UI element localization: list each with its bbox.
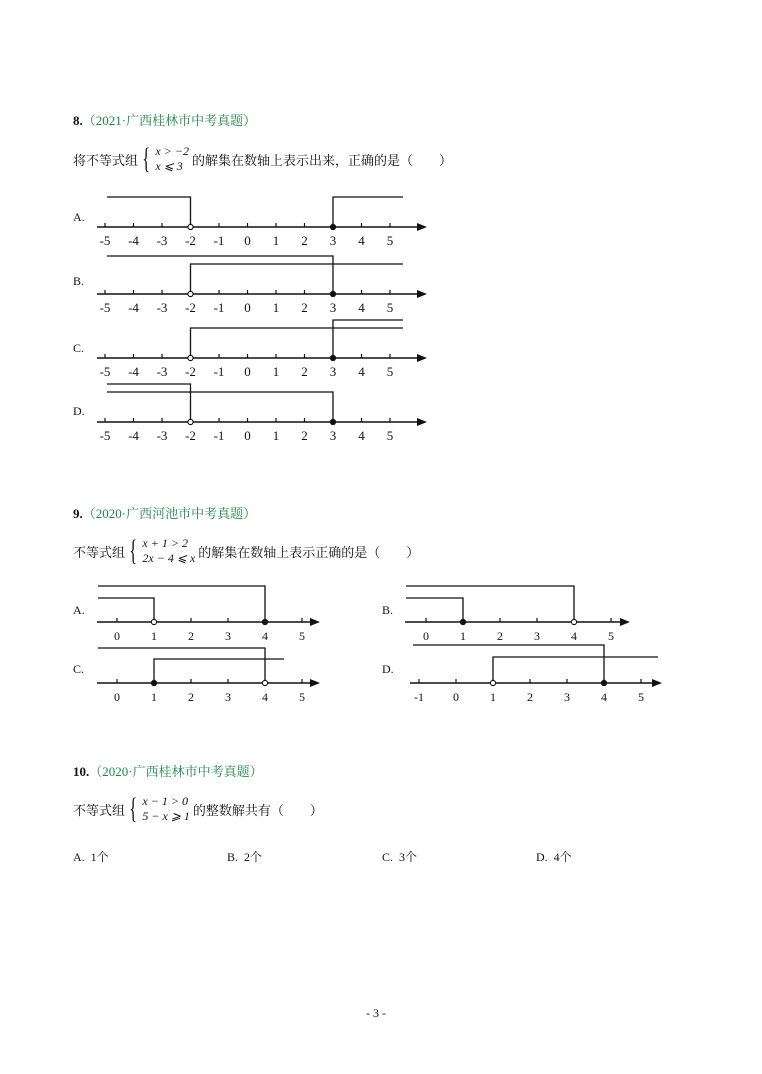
q8-option-c-label[interactable]: C.	[73, 341, 85, 355]
q9-option-d-axis-arrow	[652, 679, 662, 687]
q9-option-b-axis-arrow	[620, 618, 630, 626]
q9-option-c-tick-label: 5	[299, 690, 305, 704]
q9-option-b-tick-label: 2	[497, 629, 503, 643]
q8-number: 8.	[73, 113, 83, 128]
q9-option-c-tick-label: 0	[114, 690, 120, 704]
q9-option-a-tick-label: 1	[151, 629, 157, 643]
q8-option-d-tick-label: 1	[272, 428, 280, 443]
q9-option-d-label[interactable]: D.	[382, 662, 394, 676]
q8-option-c-tick-label: -2	[185, 364, 196, 379]
q10-choice-a-label: A.	[73, 850, 85, 864]
q9-option-b-solution-ray	[406, 586, 574, 622]
q8-option-a-tick-label: 5	[386, 233, 394, 248]
q9-option-c-open-point	[262, 680, 267, 685]
q8-option-b-tick-label: 5	[386, 300, 394, 315]
q9-option-c-tick-label: 2	[188, 690, 194, 704]
q8-option-d-tick-label: -5	[99, 428, 111, 443]
q8-option-c-tick-label: 4	[358, 364, 365, 379]
q10-choice-b-label: B.	[227, 850, 239, 864]
q10-ineq1: x − 1 > 0	[142, 794, 188, 808]
q8-option-c-tick-label: 5	[386, 364, 394, 379]
q8-option-b-label[interactable]: B.	[73, 274, 85, 288]
q8-option-c-tick-label: -4	[128, 364, 139, 379]
q8-option-a-label[interactable]: A.	[73, 210, 85, 224]
q9-option-c-label[interactable]: C.	[73, 662, 85, 676]
q8-option-b-tick-label: 1	[272, 300, 280, 315]
q9-source: （2020·广西河池市中考真题）	[82, 506, 257, 521]
q8-option-b-tick-label: -1	[213, 300, 225, 315]
q9-option-b-solution-ray	[406, 598, 463, 622]
q9-stem-before: 不等式组	[73, 544, 126, 560]
q8-option-c-tick-label: 3	[329, 364, 337, 379]
q9-ineq1: x + 1 > 2	[142, 536, 188, 550]
q9-option-d-closed-point	[601, 680, 606, 685]
q8-option-d-tick-label: 0	[244, 428, 251, 443]
q10-number: 10.	[73, 764, 90, 779]
q8-option-c-tick-label: 1	[272, 364, 280, 379]
q9-option-b-tick-label: 3	[534, 629, 540, 643]
q8-option-a-tick-label: -4	[128, 233, 139, 248]
q9-option-a-tick-label: 5	[299, 629, 305, 643]
q9-option-c-tick-label: 4	[262, 690, 268, 704]
q10-source: （2020·广西桂林市中考真题）	[89, 764, 263, 779]
q9-option-c-axis-arrow	[310, 679, 320, 687]
q10-choice-c-text: 3个	[399, 850, 418, 864]
q8-ineq1: x > −2	[155, 144, 189, 158]
q9-stem-after: 的解集在数轴上表示正确的是（ ）	[198, 544, 420, 560]
q9-option-d-solution-ray	[493, 657, 658, 683]
q8-option-d-tick-label: -2	[185, 428, 196, 443]
q8-option-b-tick-label: -5	[99, 300, 111, 315]
q8-option-d-label[interactable]: D.	[73, 404, 85, 418]
page-number: - 3 -	[366, 1006, 386, 1020]
q10-header	[73, 761, 263, 780]
q8-option-a-tick-label: 2	[301, 233, 308, 248]
q9-option-a-tick-label: 3	[225, 629, 231, 643]
q10-stem	[73, 794, 323, 824]
q10-choice-d-label: D.	[536, 850, 548, 864]
q9-option-c-solution-ray	[98, 648, 265, 683]
q9-option-a-closed-point	[262, 619, 267, 624]
q9-option-d-tick-label: 3	[564, 690, 570, 704]
q8-option-d-tick-label: 2	[301, 428, 308, 443]
q8-option-b-tick-label: 2	[301, 300, 308, 315]
q10-choice-a-text: 1个	[90, 850, 109, 864]
q9-option-c-closed-point	[151, 680, 156, 685]
q9-option-d-open-point	[490, 680, 495, 685]
q9-option-b-tick-label: 0	[423, 629, 429, 643]
q9-brace: {	[129, 534, 138, 567]
q10-choice-c[interactable]	[382, 848, 417, 865]
q9-number: 9.	[73, 506, 83, 521]
q8-option-a-tick-label: -1	[213, 233, 225, 248]
q9-option-a-tick-label: 0	[114, 629, 120, 643]
q9-option-b-tick-label: 5	[608, 629, 614, 643]
q10-brace: {	[129, 792, 138, 825]
q8-option-c-tick-label: 0	[244, 364, 251, 379]
q8-option-c-tick-label: -1	[213, 364, 225, 379]
q8-option-d-tick-label: -1	[213, 428, 225, 443]
q10-stem-after: 的整数解共有（ ）	[192, 802, 323, 818]
q9-option-d-tick-label: 5	[638, 690, 644, 704]
q8-option-d-tick-label: 3	[329, 428, 337, 443]
q9-option-a-tick-label: 4	[262, 629, 268, 643]
q8-option-a-tick-label: 4	[358, 233, 365, 248]
q8-option-a-tick-label: -2	[185, 233, 196, 248]
q8-option-b-tick-label: 0	[244, 300, 251, 315]
q10-choice-b[interactable]	[227, 848, 262, 865]
q8-option-c-tick-label: 2	[301, 364, 308, 379]
q8-option-b-tick-label: -3	[156, 300, 168, 315]
q9-option-b-label[interactable]: B.	[382, 603, 394, 617]
q8-option-d-tick-label: -3	[156, 428, 168, 443]
q10-choice-b-text: 2个	[244, 850, 263, 864]
q9-option-a-open-point	[151, 619, 156, 624]
q8-option-b-tick-label: 3	[329, 300, 337, 315]
q9-option-d-tick-label: -1	[414, 690, 424, 704]
q9-option-a-label[interactable]: A.	[73, 603, 85, 617]
q8-option-d-tick-label: -4	[128, 428, 139, 443]
q8-option-c-tick-label: -3	[156, 364, 168, 379]
q9-option-a-solution-ray	[98, 598, 154, 622]
q9-option-d-tick-label: 2	[527, 690, 533, 704]
q8-option-b-tick-label: 4	[358, 300, 365, 315]
q8-ineq2: x ⩽ 3	[155, 159, 183, 173]
q9-option-d-solution-ray	[413, 645, 604, 683]
q8-option-b-tick-label: -2	[185, 300, 196, 315]
q9-option-a-solution-ray	[98, 586, 265, 622]
q8-option-b-tick-label: -4	[128, 300, 139, 315]
q8-stem-before: 将不等式组	[73, 152, 139, 168]
q8-option-d-tick-label: 4	[358, 428, 365, 443]
q9-option-c-tick-label: 3	[225, 690, 231, 704]
q9-option-a-axis-arrow	[310, 618, 320, 626]
q8-option-d-tick-label: 5	[386, 428, 394, 443]
q9-option-b-closed-point	[460, 619, 465, 624]
q8-brace: {	[142, 142, 151, 175]
q9-option-b-tick-label: 1	[460, 629, 466, 643]
q8-option-a-tick-label: 1	[272, 233, 280, 248]
q10-ineq2: 5 − x ⩾ 1	[142, 809, 190, 823]
q10-stem-before: 不等式组	[73, 802, 126, 818]
q8-stem-after: 的解集在数轴上表示出来，正确的是（ ）	[191, 152, 452, 168]
q9-option-d-tick-label: 0	[453, 690, 459, 704]
q8-option-a-tick-label: -5	[99, 233, 111, 248]
q10-choice-d[interactable]	[536, 848, 572, 865]
q9-option-d-tick-label: 4	[601, 690, 607, 704]
q10-system	[142, 794, 189, 824]
q8-option-c-tick-label: -5	[99, 364, 111, 379]
q8-option-a-tick-label: -3	[156, 233, 168, 248]
q9-option-b-tick-label: 4	[571, 629, 577, 643]
q9-option-d-tick-label: 1	[490, 690, 496, 704]
q10-choice-d-text: 4个	[553, 850, 572, 864]
q8-option-a-tick-label: 0	[244, 233, 251, 248]
q9-option-a-tick-label: 2	[188, 629, 194, 643]
q10-choice-a[interactable]	[73, 848, 109, 865]
q9-option-c-tick-label: 1	[151, 690, 157, 704]
q9-ineq2: 2x − 4 ⩽ x	[142, 551, 196, 565]
q9-option-b-open-point	[571, 619, 576, 624]
q8-source: （2021·广西桂林市中考真题）	[82, 113, 257, 128]
q10-choice-c-label: C.	[382, 850, 394, 864]
q8-option-a-tick-label: 3	[329, 233, 337, 248]
